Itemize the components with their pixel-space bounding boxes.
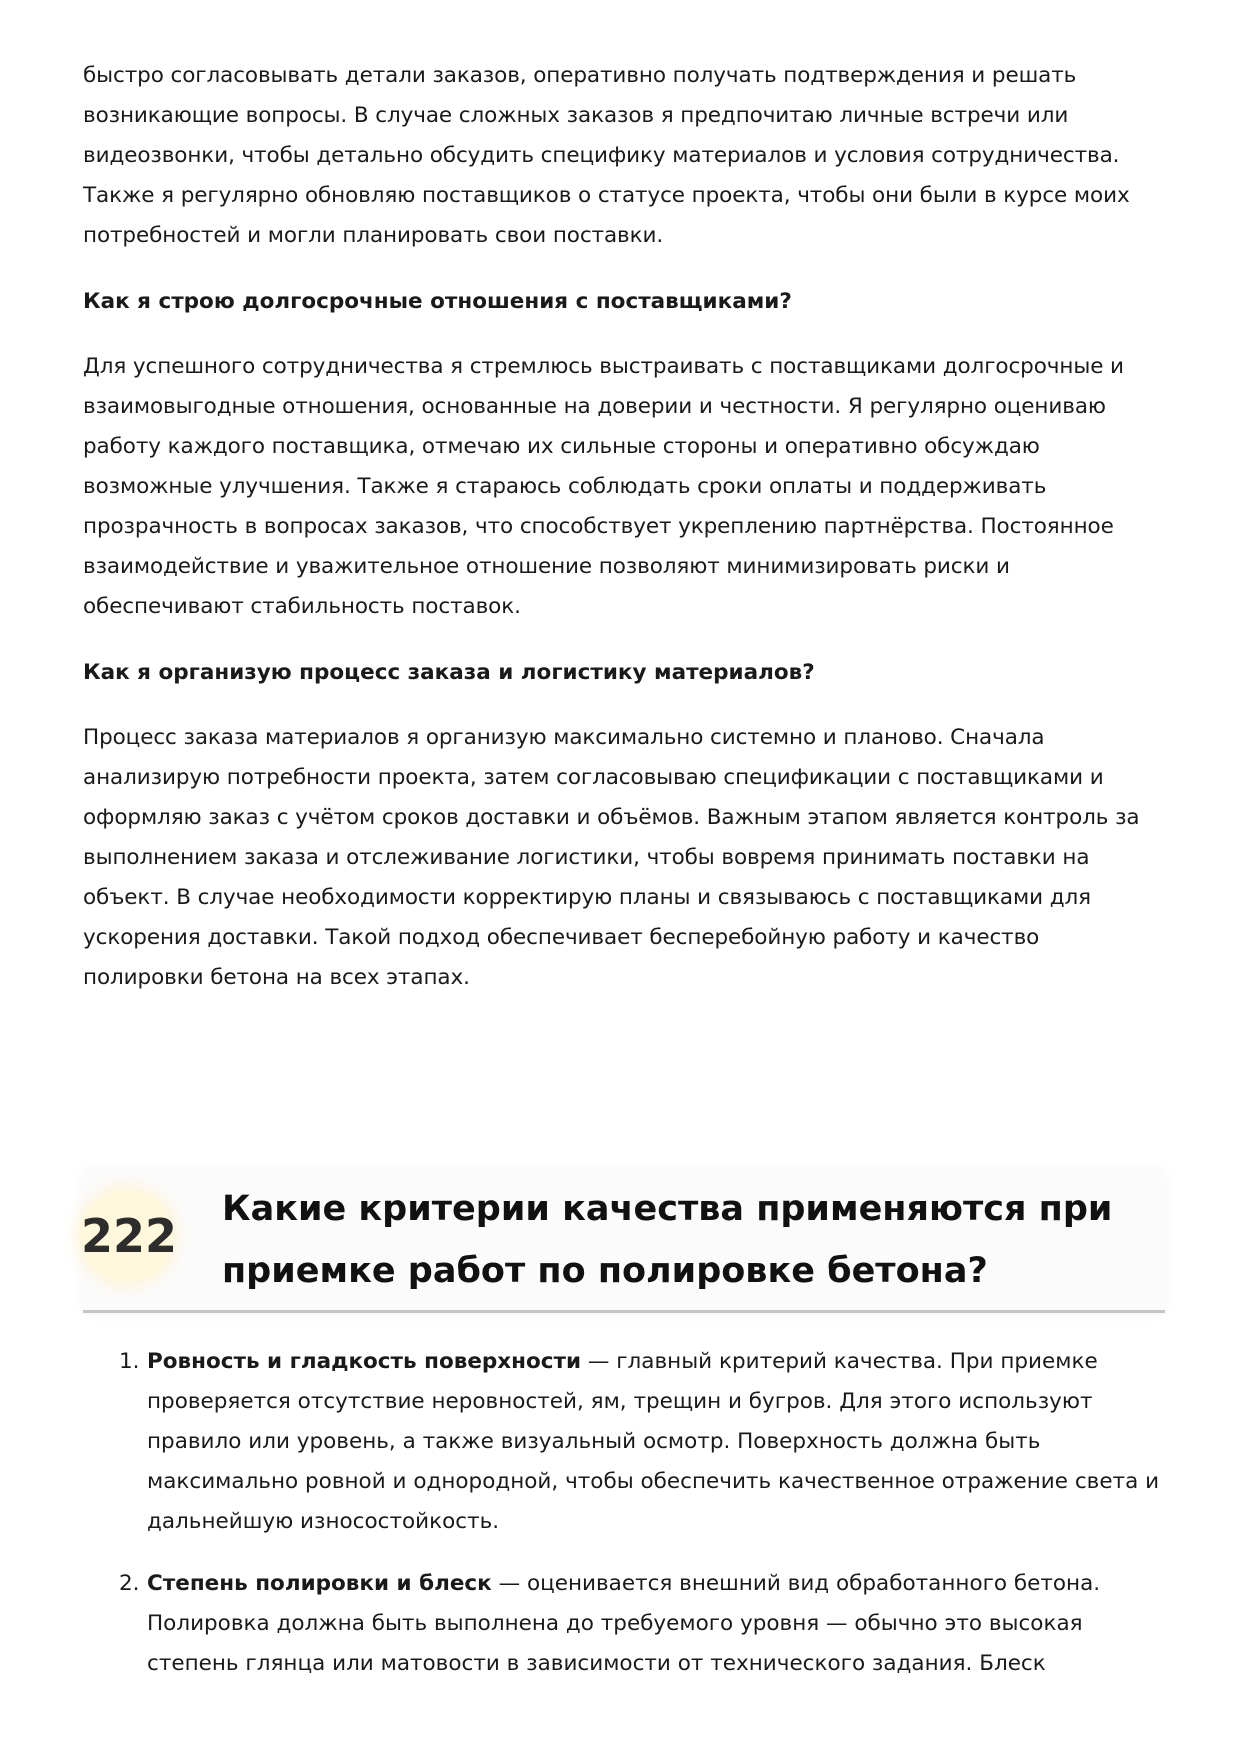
list-item <box>83 1342 1165 1542</box>
intro-paragraph: быстро согласовывать детали заказов, оперативно получать подтверждения и решать возникающие вопросы. В случае сложных заказов я предпочитаю личные встречи или видеозвонки, чтобы детально обсудить специфику материалов и условия сотрудничества. Также я регулярно обновляю поставщиков о статусе проекта, чтобы они были в курсе моих потребностей и могли планировать свои поставки. <box>83 63 1130 248</box>
list-item-number: 2. <box>119 1571 140 1596</box>
criteria-list <box>83 1342 1165 1706</box>
question-number-badge <box>81 1190 178 1282</box>
list-item-text: — оценивается внешний вид обработанного бетона. Полировка должна быть выполнена до требуемого уровня — обычно это высокая степень глянца или матовости в зависимости от технического задания. Блеск <box>147 1571 1101 1676</box>
question-section <box>81 1170 1165 1676</box>
document-body <box>83 56 1165 998</box>
section-title <box>222 1178 1122 1302</box>
supplier-relations-paragraph: Для успешного сотрудничества я стремлюсь выстраивать с поставщиками долгосрочные и взаимовыгодные отношения, основанные на доверии и честности. Я регулярно оцениваю работу каждого поставщика, отмечаю их сильные стороны и оперативно обсуждаю возможные улучшения. Также я стараюсь соблюдать сроки оплаты и поддерживать прозрачность в вопросах заказов, что способствует укреплению партнёрства. Постоянное взаимодействие и уважительное отношение позволяют минимизировать риски и обеспечивают стабильность поставок. <box>83 354 1124 619</box>
subheading-order-logistics: Как я организую процесс заказа и логистику материалов? <box>83 660 815 685</box>
section-header <box>83 1170 1165 1313</box>
list-item-term: Степень полировки и блеск <box>147 1571 492 1596</box>
list-item <box>83 1564 1165 1684</box>
order-logistics-paragraph: Процесс заказа материалов я организую максимально системно и планово. Сначала анализирую потребности проекта, затем согласовываю спецификации с поставщиками и оформляю заказ с учётом сроков доставки и объёмов. Важным этапом является контроль за выполнением заказа и отслеживание логистики, чтобы вовремя принимать поставки на объект. В случае необходимости корректирую планы и связываюсь с поставщиками для ускорения доставки. Такой подход обеспечивает бесперебойную работу и качество полировки бетона на всех этапах. <box>83 725 1140 990</box>
list-item-term: Ровность и гладкость поверхности <box>147 1349 582 1374</box>
subheading-supplier-relations: Как я строю долгосрочные отношения с поставщиками? <box>83 289 792 314</box>
section-title-line-2: приемке работ по полировке бетона? <box>222 1251 988 1291</box>
section-title-line-1: Какие критерии качества применяются при <box>222 1189 1113 1229</box>
question-number: 222 <box>81 1209 178 1263</box>
list-item-number: 1. <box>119 1349 140 1374</box>
list-item-text: — главный критерий качества. При приемке проверяется отсутствие неровностей, ям, трещин и бугров. Для этого используют правило или уровень, а также визуальный осмотр. Поверхность должна быть максимально ровной и однородной, чтобы обеспечить качественное отражение света и дальнейшую износостойкость. <box>147 1349 1160 1534</box>
